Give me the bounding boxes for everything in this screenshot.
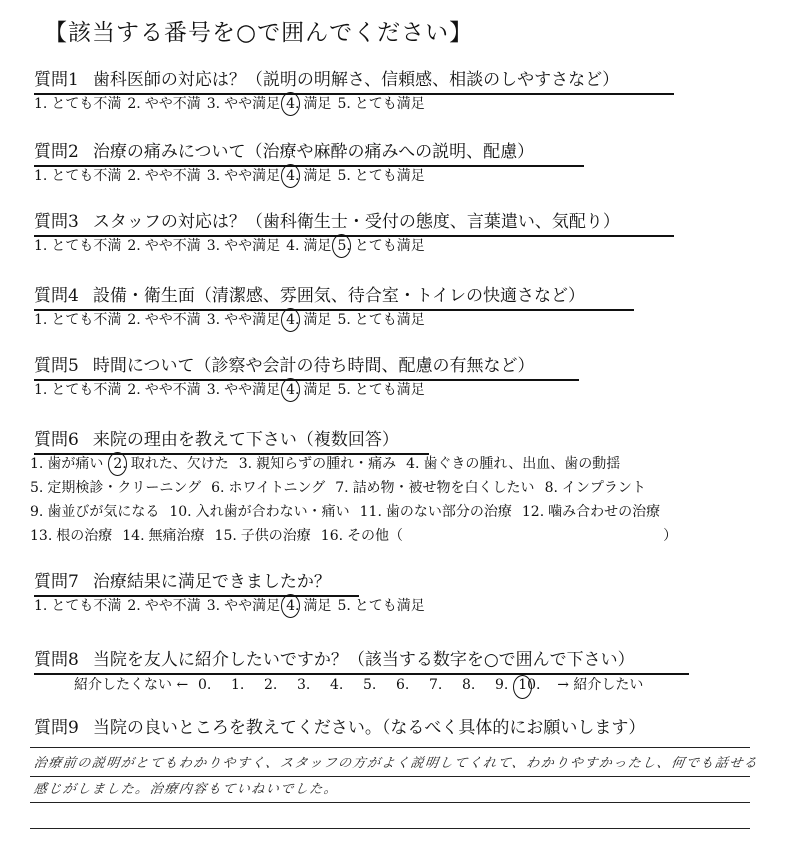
option-label: 噛み合わせの治療 (548, 504, 661, 520)
option-2[interactable] (127, 380, 200, 400)
q6-option[interactable] (30, 454, 103, 474)
option-label: やや不満 (144, 312, 201, 328)
option-label: やや満足 (224, 598, 281, 614)
option-number: 4. (406, 456, 420, 472)
handwritten-answer: 治療前の説明がとてもわかりやすく、スタッフの方がよく説明してくれて、わかりやすかったし、何でも話せる (32, 756, 760, 771)
option-1[interactable] (34, 166, 121, 186)
scale-value[interactable]: 6. (396, 677, 410, 693)
option-label: 満足 (303, 238, 332, 254)
option-label: やや不満 (144, 168, 201, 184)
question-7 (34, 570, 331, 594)
option-number: 4. (286, 238, 300, 254)
option-number: 1. (34, 598, 48, 614)
option-label: 無痛治療 (148, 528, 205, 544)
page-title: 【該当する番号を○で囲んでください】 (44, 20, 474, 46)
option-number: 8. (544, 480, 558, 496)
option-4[interactable] (286, 166, 331, 186)
answer-rule (30, 747, 750, 748)
option-label: とても満足 (354, 598, 425, 614)
option-number: 2. (127, 238, 141, 254)
option-number: 5. (337, 168, 351, 184)
option-4[interactable] (286, 236, 331, 256)
option-label: 満足 (303, 168, 332, 184)
question-text: 当院を友人に紹介したいですか？（該当する数字を○で囲んで下さい） (92, 650, 635, 670)
option-number: 3. (206, 598, 221, 614)
question-label: 質問5 (34, 356, 79, 376)
question-5 (34, 354, 535, 378)
option-1[interactable] (34, 310, 121, 330)
option-number: 1. (34, 168, 48, 184)
option-label: とても満足 (354, 168, 425, 184)
scale-value[interactable]: 4. (330, 677, 344, 693)
option-3[interactable] (207, 236, 280, 256)
question-text: 設備・衛生面（清潔感、雰囲気、待合室・トイレの快適さなど） (92, 286, 585, 306)
option-3[interactable] (207, 596, 280, 616)
option-number: 10. (169, 504, 192, 520)
option-3[interactable] (207, 166, 280, 186)
q6-option-row (30, 478, 656, 498)
option-3[interactable] (207, 310, 280, 330)
option-number: 4. (286, 168, 300, 184)
option-label: とても不満 (51, 168, 122, 184)
scale-value[interactable]: 9. (495, 677, 509, 693)
option-2[interactable] (127, 310, 200, 330)
option-label: その他（ (347, 528, 404, 544)
question-label: 質問3 (34, 212, 79, 232)
option-number: 2. (113, 456, 127, 472)
option-4[interactable] (286, 596, 331, 616)
option-1[interactable] (34, 236, 121, 256)
option-label: とても不満 (51, 598, 122, 614)
answer-rule (30, 776, 750, 777)
option-label: やや不満 (144, 382, 201, 398)
q6-option[interactable] (211, 478, 325, 498)
option-number: 3. (206, 382, 221, 398)
question-text: 歯科医師の対応は？（説明の明解さ、信頼感、相談のしやすさなど） (92, 70, 620, 90)
option-number: 1. (34, 382, 48, 398)
answer-rule (30, 802, 750, 803)
option-label: 満足 (303, 598, 332, 614)
option-number: 5. (337, 96, 351, 112)
option-number: 3. (238, 456, 253, 472)
option-label: やや不満 (144, 238, 201, 254)
option-4[interactable] (286, 310, 331, 330)
option-label: 親知らずの腫れ・痛み (256, 456, 397, 472)
option-label: やや不満 (144, 96, 201, 112)
option-label: とても満足 (354, 238, 425, 254)
option-label: 歯ぐきの腫れ、出血、歯の動揺 (423, 456, 621, 472)
option-label: 歯のない部分の治療 (385, 504, 512, 520)
option-label: とても満足 (354, 312, 425, 328)
option-number: 2. (127, 382, 141, 398)
question-1 (34, 68, 619, 92)
q6-option-row (30, 526, 687, 546)
option-5[interactable] (337, 310, 424, 330)
option-number: 2. (127, 598, 141, 614)
q6-option[interactable] (545, 478, 646, 498)
option-label: 歯並びが気になる (47, 504, 160, 520)
answer-options (34, 94, 431, 114)
q6-option[interactable] (122, 526, 204, 546)
question-3 (34, 210, 620, 234)
option-number: 1. (34, 312, 48, 328)
scale-value[interactable]: 5. (363, 677, 377, 693)
answer-options (34, 166, 431, 186)
option-label: 詰め物・被せ物を白くしたい (352, 480, 535, 496)
option-label: 歯が痛い (47, 456, 104, 472)
question-label: 質問4 (34, 286, 79, 306)
q6-option[interactable] (239, 454, 396, 474)
q6-option[interactable] (663, 526, 677, 546)
option-1[interactable] (34, 380, 121, 400)
q6-option-row (30, 454, 630, 474)
question-text: 当院の良いところを教えてください。（なるべく具体的にお願いします） (92, 718, 646, 738)
option-label: やや満足 (224, 96, 281, 112)
scale-value[interactable]: 2. (264, 677, 278, 693)
q6-option[interactable] (406, 454, 620, 474)
option-number: 3. (206, 238, 221, 254)
option-number: 5. (337, 382, 351, 398)
option-number: 3. (206, 168, 221, 184)
option-2[interactable] (127, 166, 200, 186)
q6-option[interactable] (215, 526, 311, 546)
option-number: 9. (30, 504, 44, 520)
option-number: 5. (30, 480, 44, 496)
scale-value[interactable]: 1. (231, 677, 245, 693)
option-1[interactable] (34, 94, 121, 114)
option-number: 6. (211, 480, 225, 496)
option-number: 11. (359, 504, 382, 520)
question-label: 質問9 (34, 718, 79, 738)
option-1[interactable] (34, 596, 121, 616)
option-5[interactable] (337, 94, 424, 114)
option-number: 15. (214, 528, 237, 544)
option-label: やや不満 (144, 598, 201, 614)
option-5[interactable] (337, 166, 424, 186)
option-number: 1. (30, 456, 44, 472)
recommend-scale (74, 674, 643, 694)
option-number: 1. (34, 96, 48, 112)
option-number: 3. (206, 96, 221, 112)
option-number: 2. (127, 96, 141, 112)
option-label: インプラント (561, 480, 646, 496)
q6-option[interactable] (30, 526, 112, 546)
question-8 (34, 648, 635, 672)
q6-option[interactable] (113, 454, 228, 474)
option-label: 満足 (303, 96, 332, 112)
question-label: 質問1 (34, 70, 79, 90)
question-6 (34, 428, 399, 452)
option-number: 5. (337, 598, 351, 614)
question-9 (34, 716, 645, 740)
question-2 (34, 140, 534, 164)
option-label: とても不満 (51, 238, 122, 254)
question-4 (34, 284, 585, 308)
option-label: 定期検診・クリーニング (47, 480, 202, 496)
option-5[interactable] (337, 380, 424, 400)
option-number: 4. (286, 96, 300, 112)
scale-value[interactable]: 10. (518, 677, 551, 693)
option-label: とても不満 (51, 382, 122, 398)
answer-rule (30, 828, 750, 829)
option-number: 4. (286, 598, 300, 614)
question-text: 来院の理由を教えて下さい（複数回答） (92, 430, 399, 450)
option-3[interactable] (207, 94, 280, 114)
option-2[interactable] (127, 236, 200, 256)
option-number: 5. (337, 312, 351, 328)
option-number: 7. (335, 480, 349, 496)
option-label: とても満足 (354, 96, 425, 112)
option-label: 取れた、欠けた (130, 456, 229, 472)
question-label: 質問7 (34, 572, 79, 592)
option-number: 13. (30, 528, 53, 544)
option-4[interactable] (286, 94, 331, 114)
option-number: 2. (127, 168, 141, 184)
question-text: 時間について（診察や会計の待ち時間、配慮の有無など） (92, 356, 535, 376)
q6-option[interactable] (321, 526, 403, 546)
q6-option[interactable] (335, 478, 534, 498)
option-2[interactable] (127, 94, 200, 114)
scale-right-label: → 紹介したい (557, 677, 644, 693)
option-label: やや満足 (224, 168, 281, 184)
option-label: ） (663, 528, 678, 544)
option-label: 満足 (303, 312, 332, 328)
option-label: 根の治療 (56, 528, 113, 544)
option-number: 16. (320, 528, 344, 544)
answer-options (34, 310, 431, 330)
answer-options (34, 236, 431, 256)
handwritten-answer: 感じがしました。治療内容もていねいでした。 (32, 782, 340, 797)
option-number: 12. (521, 504, 545, 520)
option-5[interactable] (337, 236, 424, 256)
option-label: 入れ歯が合わない・痛い (195, 504, 350, 520)
option-label: ホワイトニング (228, 480, 326, 496)
option-3[interactable] (207, 380, 280, 400)
question-label: 質問6 (34, 430, 79, 450)
q6-option[interactable] (30, 478, 201, 498)
option-2[interactable] (127, 596, 200, 616)
question-text: 治療の痛みについて（治療や麻酔の痛みへの説明、配慮） (92, 142, 535, 162)
option-number: 3. (206, 312, 221, 328)
option-number: 1. (34, 238, 48, 254)
answer-options (34, 380, 431, 400)
option-5[interactable] (337, 596, 424, 616)
option-number: 5. (337, 238, 351, 254)
q6-option[interactable] (169, 502, 349, 522)
scale-left-label: 紹介したくない ← (74, 677, 189, 693)
option-label: とても満足 (354, 382, 425, 398)
option-4[interactable] (286, 380, 331, 400)
option-label: 満足 (303, 382, 332, 398)
q6-option-row (30, 502, 670, 522)
option-number: 2. (127, 312, 141, 328)
option-number: 4. (286, 312, 300, 328)
q6-option[interactable] (522, 502, 660, 522)
option-label: とても不満 (51, 96, 122, 112)
option-label: やや満足 (224, 382, 281, 398)
option-label: やや満足 (224, 238, 281, 254)
scale-value[interactable]: 7. (429, 677, 443, 693)
option-label: とても不満 (51, 312, 122, 328)
scale-value[interactable]: 0. (198, 677, 212, 693)
option-label: やや満足 (224, 312, 281, 328)
question-text: スタッフの対応は？（歯科衛生士・受付の態度、言葉遣い、気配り） (92, 212, 620, 232)
answer-options (34, 596, 431, 616)
option-label: 子供の治療 (240, 528, 311, 544)
question-label: 質問2 (34, 142, 79, 162)
option-number: 14. (122, 528, 145, 544)
scale-value[interactable]: 8. (462, 677, 476, 693)
question-text: 治療結果に満足できましたか？ (92, 572, 331, 592)
question-label: 質問8 (34, 650, 79, 670)
option-number: 4. (286, 382, 300, 398)
q6-option[interactable] (30, 502, 159, 522)
scale-value[interactable]: 3. (297, 677, 311, 693)
q6-option[interactable] (360, 502, 512, 522)
